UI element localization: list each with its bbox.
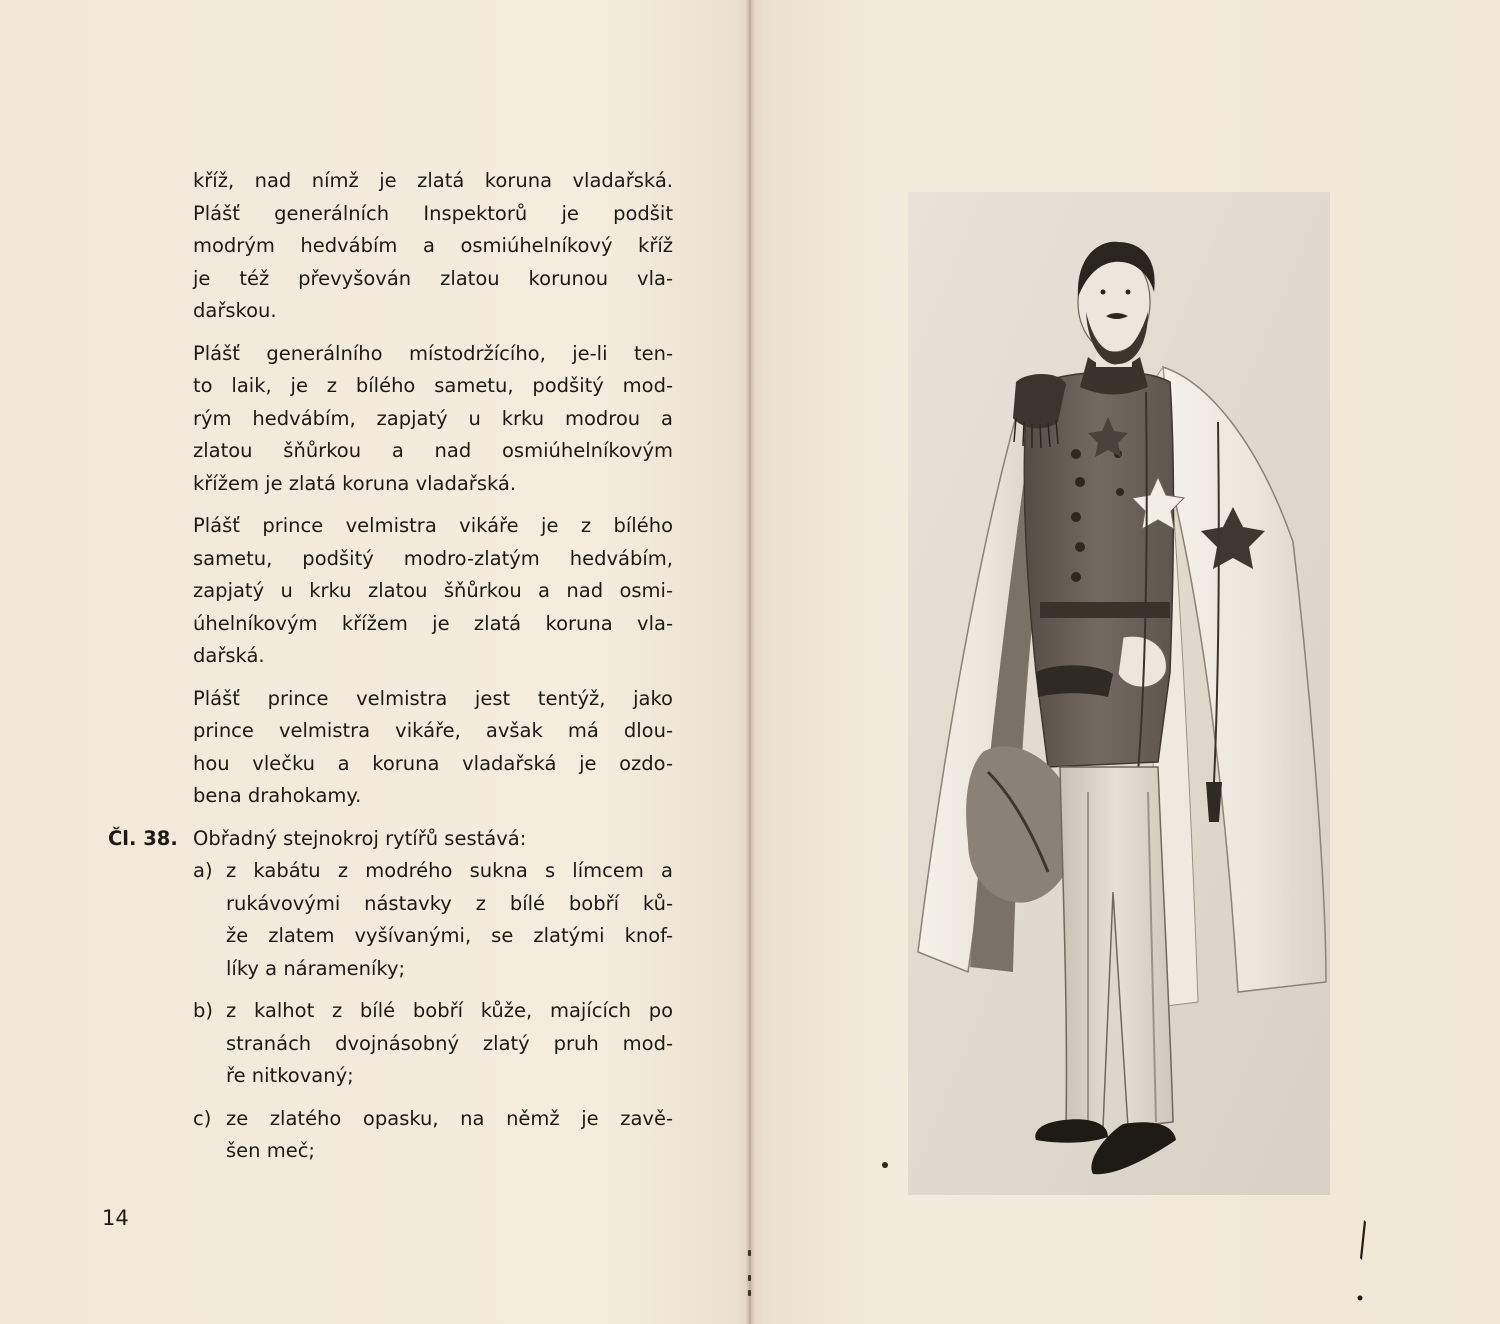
text-line: dařská. [193,644,265,667]
ink-speck [882,1162,888,1168]
text-line: křížem je zlatá koruna vladařská. [193,471,517,495]
text-line: modrým hedvábím a osmiúhelníkový kříž [193,234,673,257]
text-line: šen meč; [226,1139,315,1162]
text-line: bena drahokamy. [193,784,362,807]
text-line: stranách dvojnásobný zlatý pruh mod- [226,1031,673,1055]
eye [1126,290,1131,295]
eye [1101,290,1106,295]
item-body [226,855,673,985]
left-page-text [108,165,673,1178]
page-number: 14 [102,1206,129,1230]
paragraph-3 [193,510,673,673]
text-line: z kalhot z bílé bobří kůže, majících po [226,999,673,1022]
text-line: Plášť prince velmistra jest tentýž, jako [193,686,673,710]
article-item-a [193,855,673,985]
item-letter: a) [193,859,213,882]
epaulette [1013,374,1066,428]
text-line: úhelníkovým křížem je zlatá koruna vla- [193,611,673,635]
text-line: líky a nárameníky; [226,956,406,980]
text-line: ze zlatého opasku, na němž je zavě- [226,1106,673,1130]
text-line: prince velmistra vikáře, avšak má dlou- [193,719,673,742]
text-line: Plášť generálního místodržícího, je-li ten- [193,341,673,365]
text-line: rukávovými nástavky z bílé bobří ků- [226,891,673,915]
embroidered-cuff [1036,665,1113,697]
text-line: sametu, podšitý modro-zlatým hedvábím, [193,546,673,570]
text-line: z kabátu z modrého sukna s límcem a [226,859,673,882]
article-item-b [193,995,673,1093]
paragraph-4 [193,683,673,813]
item-letter: c) [193,1106,212,1130]
illustration-plate [908,192,1330,1195]
text-line: rým hedvábím, zapjatý u krku modrou a [193,406,673,430]
text-line: Plášť prince velmistra vikáře je z bílého [193,514,673,537]
text-line: zlatou šňůrkou a nad osmiúhelníkovým [193,439,673,462]
text-line: dařskou. [193,299,277,322]
belt [1040,602,1170,618]
text-line: hou vlečku a koruna vladařská je ozdo- [193,751,673,775]
uniform-coat [1024,372,1173,767]
paragraph-2 [193,338,673,501]
binding-stitch [748,1290,751,1296]
binding-stitch [748,1275,751,1281]
item-body [226,995,673,1093]
text-line: ře nitkovaný; [226,1064,354,1087]
paragraph-1 [193,165,673,328]
text-line: že zlatem vyšívanými, se zlatými knof- [226,924,673,947]
corner-mark [1352,1218,1372,1308]
article-38 [108,823,673,1168]
text-line: Plášť generálních Inspektorů je podšit [193,201,673,225]
binding-stitch [748,1250,751,1256]
officer-illustration [908,192,1330,1195]
text-line: kříž, nad nímž je zlatá koruna vladařská. [193,169,673,192]
article-item-c [193,1103,673,1168]
article-title: Obřadný stejnokroj rytířů sestává: [193,826,527,850]
article-number: Čl. 38. [108,826,178,850]
text-line: zapjatý u krku zlatou šňůrkou a nad osmi- [193,579,673,602]
text-line: je též převyšován zlatou korunou vla- [193,266,673,290]
text-line: to laik, je z bílého sametu, podšitý mod- [193,374,673,397]
item-letter: b) [193,999,213,1022]
item-body [226,1103,673,1168]
